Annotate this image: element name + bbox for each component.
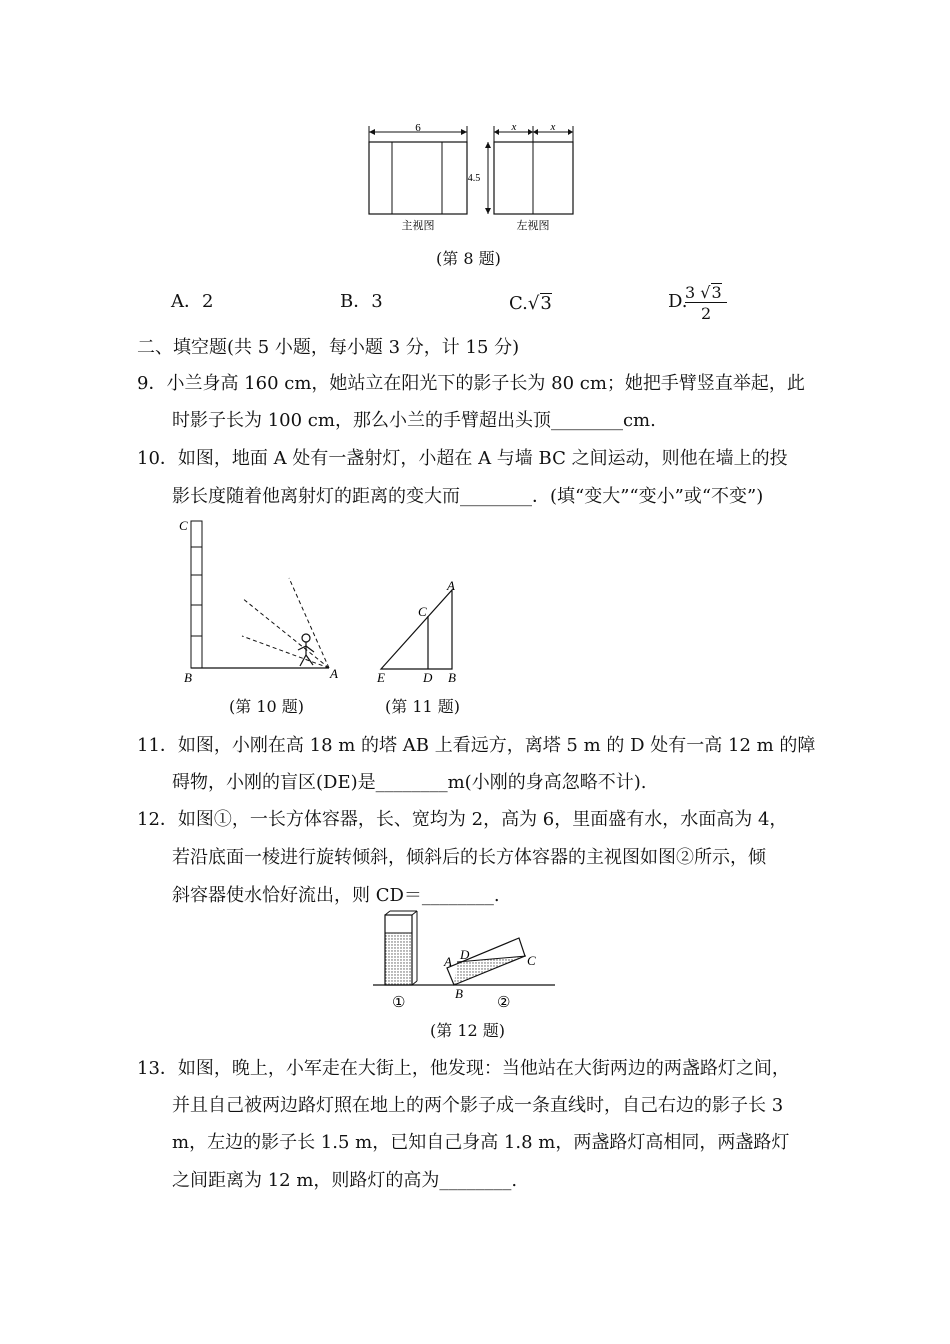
- label-e: E: [377, 670, 385, 685]
- label-a: A: [447, 578, 455, 593]
- dim-x1-label: x: [511, 121, 517, 133]
- figure-12-caption: (第 12 题): [430, 1021, 506, 1040]
- label-c: C: [527, 953, 536, 968]
- q11-line-1: 11．如图，小刚在高 18 m 的塔 AB 上看远方，离塔 5 m 的 D 处有一高 12 m 的障: [137, 735, 816, 756]
- q12-line-3: 斜容器使水恰好流出，则 CD＝________.: [172, 885, 500, 906]
- label-fig-2: ②: [497, 995, 511, 1011]
- label-c: C: [179, 518, 188, 533]
- q12-line-2: 若沿底面一棱进行旋转倾斜，倾斜后的长方体容器的主视图如图②所示，倾: [172, 847, 766, 868]
- option-a: A．2: [171, 291, 214, 312]
- figure-10: [172, 518, 352, 686]
- dim-x2-label: x: [550, 121, 556, 133]
- label-b: B: [184, 670, 192, 685]
- light-ray: [289, 578, 329, 668]
- q13-line-3: m，左边的影子长 1.5 m，已知自己身高 1.8 m，两盏路灯高相同，两盏路灯: [172, 1132, 790, 1153]
- water-fill-1: [385, 933, 412, 985]
- label-d: D: [460, 947, 470, 962]
- section-2-heading: 二、填空题(共 5 小题，每小题 3 分，计 15 分): [137, 337, 520, 358]
- dim-width-label: 6: [415, 122, 421, 134]
- label-d: D: [423, 670, 433, 685]
- option-c: C.√3: [509, 293, 552, 314]
- label-a: A: [444, 954, 452, 969]
- q13-line-4: 之间距离为 12 m，则路灯的高为________.: [172, 1170, 518, 1191]
- figure-8-caption: (第 8 题): [436, 249, 501, 268]
- q10-line-1: 10．如图，地面 A 处有一盏射灯，小超在 A 与墙 BC 之间运动，则他在墙上的投: [137, 448, 788, 469]
- q10-line-2: 影长度随着他离射灯的距离的变大而________．(填“变大”“变小”或“不变”): [172, 486, 764, 507]
- label-b: B: [455, 986, 463, 1001]
- figure-8: [360, 118, 590, 236]
- figure-11: [372, 578, 472, 686]
- front-view-label: 主视图: [401, 220, 435, 232]
- q9-line-1: 9．小兰身高 160 cm，她站立在阳光下的影子长为 80 cm；她把手臂竖直举起，此: [137, 373, 805, 394]
- option-b: B．3: [340, 291, 383, 312]
- label-fig-1: ①: [392, 995, 406, 1011]
- light-ray: [242, 636, 329, 668]
- left-view-label: 左视图: [516, 220, 550, 232]
- option-d-numerator: 3 √3: [685, 283, 722, 302]
- front-view-rect: [369, 142, 467, 214]
- figure-12: [370, 908, 570, 1012]
- triangle-eab: [381, 590, 452, 669]
- label-b: B: [448, 670, 456, 685]
- q12-line-1: 12．如图①，一长方体容器，长、宽均为 2，高为 6，里面盛有水，水面高为 4，: [137, 809, 788, 830]
- person-figure: [298, 634, 314, 666]
- q9-line-2: 时影子长为 100 cm，那么小兰的手臂超出头顶________cm.: [172, 410, 656, 431]
- label-a: A: [330, 666, 338, 681]
- q11-line-2: 碍物，小刚的盲区(DE)是________m(小刚的身高忽略不计).: [172, 772, 647, 793]
- figure-11-caption: (第 11 题): [385, 697, 461, 716]
- dim-height-label: 4.5: [467, 173, 481, 184]
- q13-line-1: 13．如图，晚上，小军走在大街上，他发现：当他站在大街两边的两盏路灯之间，: [137, 1058, 790, 1079]
- light-ray: [242, 598, 329, 668]
- wall-bc: [191, 521, 202, 668]
- figure-10-caption: (第 10 题): [229, 697, 305, 716]
- q13-line-2: 并且自己被两边路灯照在地上的两个影子成一条直线时，自己右边的影子长 3: [172, 1095, 784, 1116]
- option-d-denominator: 2: [701, 304, 712, 323]
- label-c: C: [418, 604, 427, 619]
